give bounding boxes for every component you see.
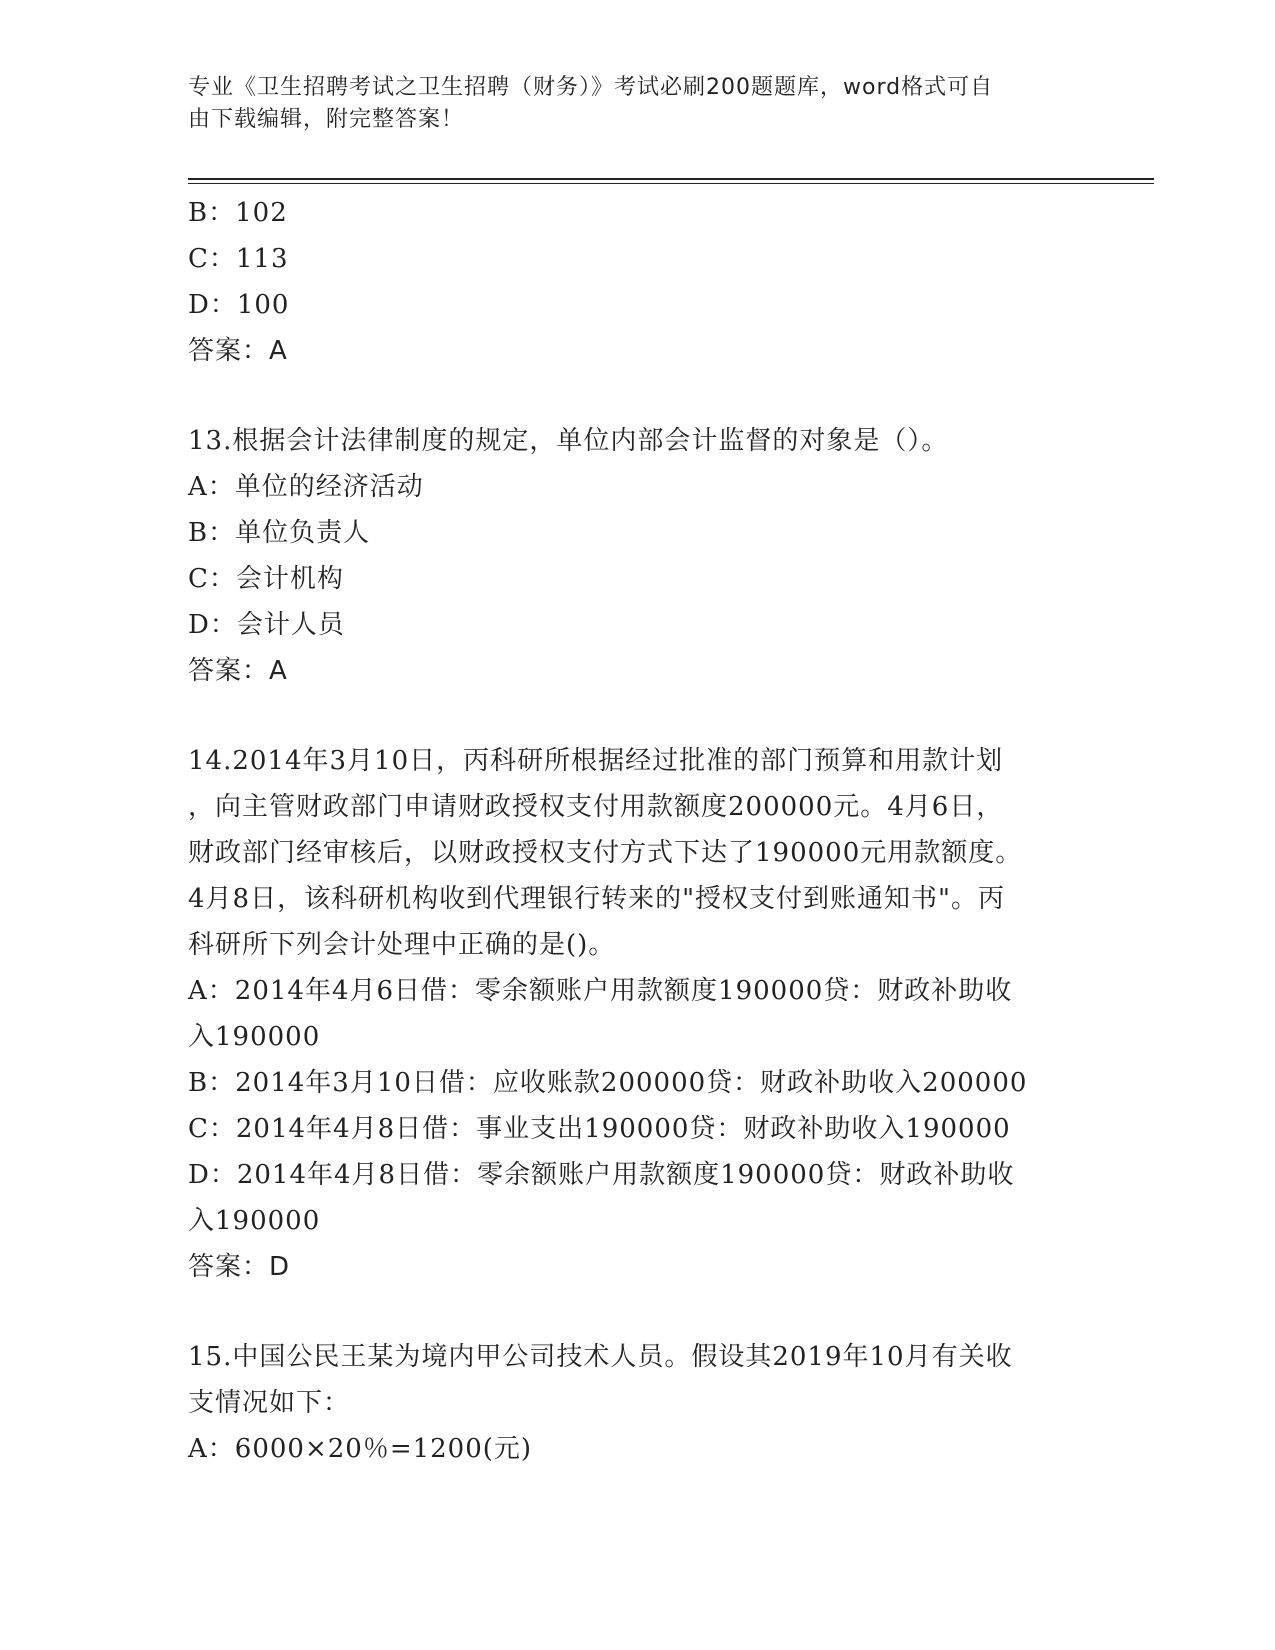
question-stem: 14.2014年3月10日，丙科研所根据经过批准的部门预算和用款计划 bbox=[188, 746, 1004, 776]
option-c: C：113 bbox=[188, 244, 289, 274]
spacer bbox=[188, 1290, 1088, 1334]
question-list bbox=[188, 190, 1088, 1472]
question-stem: 财政部门经审核后，以财政授权支付方式下达了190000元用款额度。 bbox=[188, 838, 1023, 868]
question-14 bbox=[188, 738, 1088, 1290]
header-rule-thick bbox=[188, 178, 1154, 180]
spacer bbox=[188, 374, 1088, 418]
header-rule-thin bbox=[188, 183, 1154, 184]
question-stem: 13.根据会计法律制度的规定，单位内部会计监督的对象是（）。 bbox=[188, 426, 949, 456]
answer-line: 答案：A bbox=[188, 656, 288, 686]
question-stem: 15.中国公民王某为境内甲公司技术人员。假设其2019年10月有关收 bbox=[188, 1342, 1013, 1372]
question-stem: ，向主管财政部门申请财政授权支付用款额度200000元。4月6日， bbox=[188, 792, 1004, 822]
option-d: D：2014年4月8日借：零余额账户用款额度190000贷：财政补助收 bbox=[188, 1160, 1015, 1190]
question-stem: 4月8日，该科研机构收到代理银行转来的"授权支付到账通知书"。丙 bbox=[188, 884, 1006, 914]
question-15 bbox=[188, 1334, 1088, 1472]
option-d: D：100 bbox=[188, 290, 290, 320]
option-c: C：2014年4月8日借：事业支出190000贷：财政补助收入190000 bbox=[188, 1114, 1011, 1144]
option-b: B：2014年3月10日借：应收账款200000贷：财政补助收入200000 bbox=[188, 1068, 1028, 1098]
question-stem: 科研所下列会计处理中正确的是()。 bbox=[188, 930, 616, 960]
header-line-1: 专业《卫生招聘考试之卫生招聘（财务）》考试必刷200题题库，word格式可自 bbox=[188, 75, 994, 100]
option-c: C：会计机构 bbox=[188, 564, 344, 594]
document-header bbox=[188, 72, 1068, 136]
option-d: D：会计人员 bbox=[188, 610, 345, 640]
option-a: A：6000×20％=1200(元) bbox=[188, 1434, 533, 1464]
option-b: B：单位负责人 bbox=[188, 518, 371, 548]
spacer bbox=[188, 694, 1088, 738]
option-a-continued: 入190000 bbox=[188, 1022, 321, 1052]
option-b: B：102 bbox=[188, 198, 288, 228]
option-d-continued: 入190000 bbox=[188, 1206, 321, 1236]
question-stem: 支情况如下： bbox=[188, 1388, 351, 1418]
header-line-2: 由下载编辑，附完整答案！ bbox=[188, 107, 465, 132]
answer-line: 答案：A bbox=[188, 336, 288, 366]
option-a: A：2014年4月6日借：零余额账户用款额度190000贷：财政补助收 bbox=[188, 976, 1013, 1006]
answer-line: 答案：D bbox=[188, 1252, 291, 1282]
question-12 bbox=[188, 190, 1088, 374]
option-a: A：单位的经济活动 bbox=[188, 472, 424, 502]
question-13 bbox=[188, 418, 1088, 694]
